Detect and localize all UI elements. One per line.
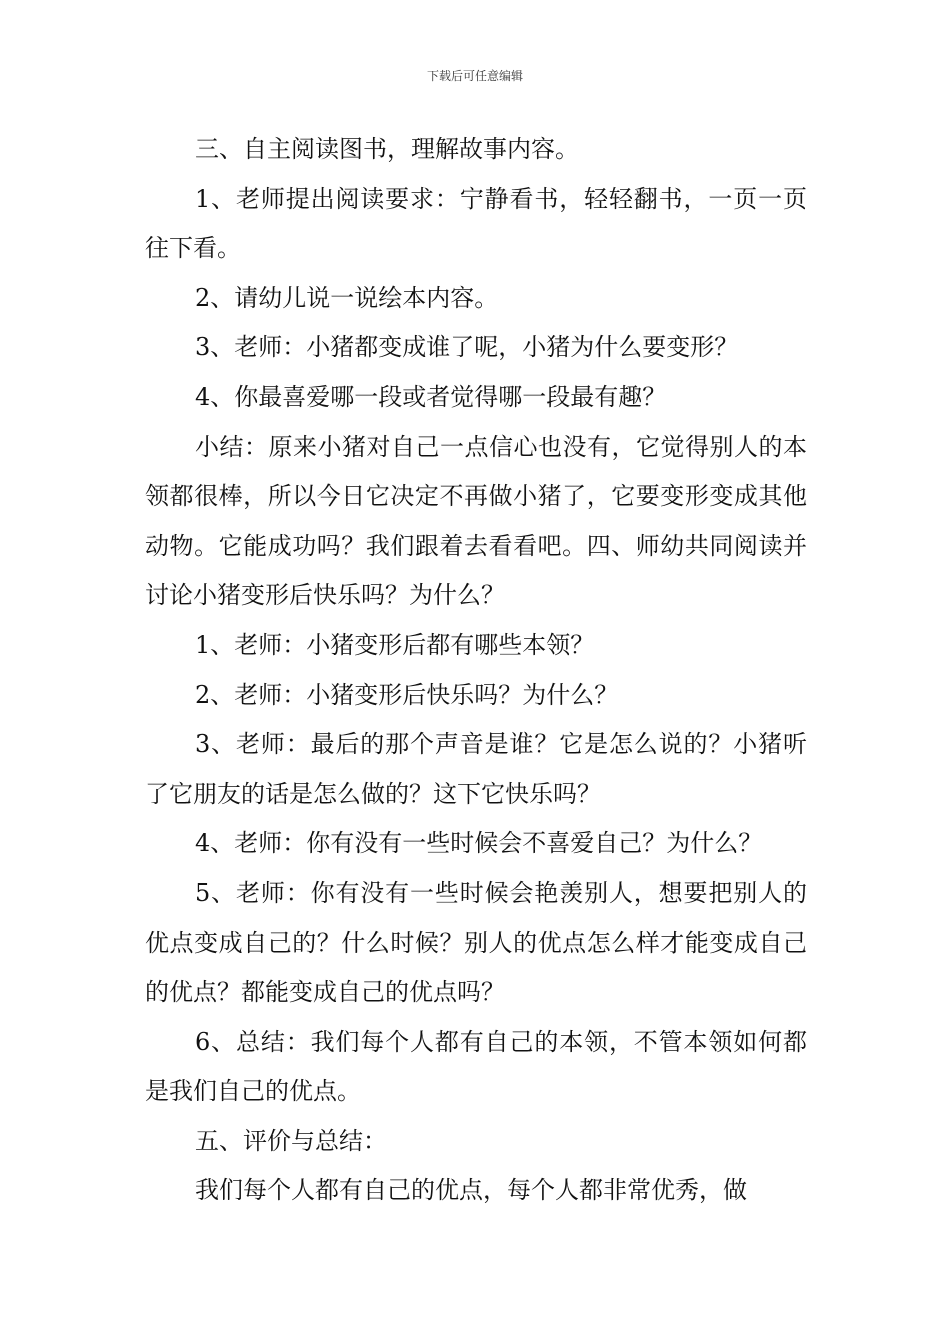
download-note: 下载后可任意编辑 — [426, 69, 523, 83]
paragraph: 1、老师提出阅读要求：宁静看书，轻轻翻书，一页一页往下看。 — [145, 184, 807, 263]
paragraph: 2、老师：小猪变形后快乐吗？为什么？ — [195, 680, 619, 709]
paragraph: 我们每个人都有自己的优点，每个人都非常优秀，做 — [195, 1176, 747, 1205]
paragraph: 4、老师：你有没有一些时候会不喜爱自己？为什么？ — [195, 829, 763, 858]
paragraph: 1、老师：小猪变形后都有哪些本领？ — [195, 630, 595, 659]
paragraph: 3、老师：小猪都变成谁了呢，小猪为什么要变形？ — [195, 333, 739, 362]
paragraph: 6、总结：我们每个人都有自己的本领，不管本领如何都是我们自己的优点。 — [145, 1027, 807, 1106]
paragraph: 5、老师：你有没有一些时候会艳羡别人，想要把别人的优点变成自己的？什么时候？别人的优点怎么样才能变成自己的优点？都能变成自己的优点吗？ — [145, 878, 807, 1007]
section-heading-5: 五、评价与总结： — [195, 1126, 387, 1155]
section-heading-3: 三、自主阅读图书，理解故事内容。 — [195, 135, 579, 163]
paragraph: 4、你最喜爱哪一段或者觉得哪一段最有趣？ — [195, 382, 667, 411]
summary-paragraph: 小结：原来小猪对自己一点信心也没有，它觉得别人的本领都很棒，所以今日它决定不再做小猪了，它要变形变成其他动物。它能成功吗？我们跟着去看看吧。四、师幼共同阅读并讨论小猪变形后快乐吗？为什么？ — [145, 432, 807, 610]
document-body — [145, 125, 807, 1216]
paragraph: 3、老师：最后的那个声音是谁？它是怎么说的？小猪听了它朋友的话是怎么做的？这下它快乐吗？ — [145, 730, 807, 808]
paragraph: 2、请幼儿说一说绘本内容。 — [195, 283, 499, 312]
